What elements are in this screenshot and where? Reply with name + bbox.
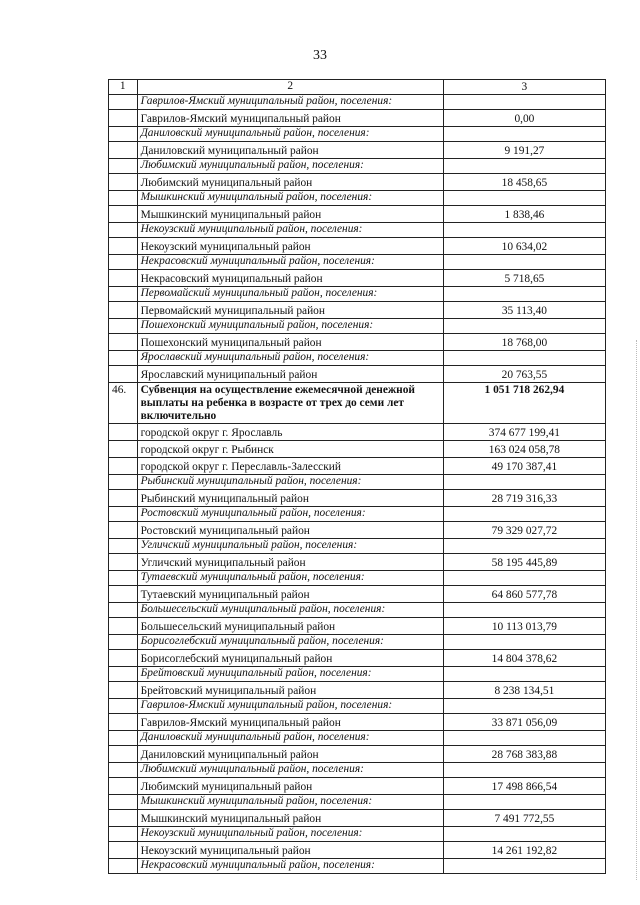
group-heading-row [109,507,606,522]
amount-cell: 64 860 577,78 [443,586,605,603]
group-heading-row [109,127,606,142]
amount-cell [443,223,605,238]
group-heading: Ростовский муниципальный район, поселения: [137,507,443,522]
amount-cell: 8 238 134,51 [443,682,605,699]
amount-cell [443,699,605,714]
subsidy-row [109,383,606,424]
group-heading: Некоузский муниципальный район, поселения: [137,223,443,238]
row-number [109,795,138,810]
amount-cell: 374 677 199,41 [443,424,605,441]
group-heading-row [109,603,606,618]
table-body [109,80,606,874]
group-heading-row [109,351,606,366]
amount-cell: 14 804 378,62 [443,650,605,667]
group-heading-row [109,827,606,842]
amount-cell: 28 719 316,33 [443,490,605,507]
amount-cell: 10 634,02 [443,238,605,255]
row-number [109,191,138,206]
table-row [109,458,606,475]
amount-cell [443,127,605,142]
amount-cell [443,507,605,522]
table-row [109,522,606,539]
recipient-name: Некрасовский муниципальный район [137,270,443,287]
row-number: 46. [109,383,138,424]
amount-cell: 0,00 [443,110,605,127]
group-heading-row [109,859,606,874]
group-heading: Ярославский муниципальный район, поселения: [137,351,443,366]
group-heading: Гаврилов-Ямский муниципальный район, поселения: [137,699,443,714]
row-number [109,174,138,191]
row-number [109,539,138,554]
row-number [109,302,138,319]
amount-cell: 35 113,40 [443,302,605,319]
table-row [109,746,606,763]
group-heading: Рыбинский муниципальный район, поселения: [137,475,443,490]
row-number [109,682,138,699]
table-row [109,618,606,635]
group-heading-row [109,255,606,270]
group-heading-row [109,287,606,302]
group-heading-row [109,223,606,238]
table-row [109,441,606,458]
amount-cell: 28 768 383,88 [443,746,605,763]
table-row [109,586,606,603]
group-heading: Любимский муниципальный район, поселения: [137,159,443,174]
group-heading: Угличский муниципальный район, поселения: [137,539,443,554]
group-heading: Даниловский муниципальный район, поселения: [137,731,443,746]
table-row [109,778,606,795]
recipient-name: Некоузский муниципальный район [137,238,443,255]
amount-cell: 18 768,00 [443,334,605,351]
row-number [109,586,138,603]
group-heading: Даниловский муниципальный район, поселения: [137,127,443,142]
row-number [109,490,138,507]
group-heading-row [109,539,606,554]
row-number [109,319,138,334]
amount-cell [443,159,605,174]
row-number [109,842,138,859]
amount-cell [443,191,605,206]
group-heading: Борисоглебский муниципальный район, поселения: [137,635,443,650]
header-col-3: 3 [443,80,605,95]
row-number [109,522,138,539]
group-heading: Некрасовский муниципальный район, поселения: [137,859,443,874]
row-number [109,859,138,874]
group-heading-row [109,635,606,650]
amount-cell: 79 329 027,72 [443,522,605,539]
amount-cell: 10 113 013,79 [443,618,605,635]
recipient-name: Любимский муниципальный район [137,778,443,795]
row-number [109,223,138,238]
group-heading-row [109,95,606,110]
table-header-row [109,80,606,95]
amount-cell [443,351,605,366]
table-row [109,650,606,667]
amount-cell [443,475,605,490]
recipient-name: Брейтовский муниципальный район [137,682,443,699]
amount-cell: 163 024 058,78 [443,441,605,458]
group-heading: Некоузский муниципальный район, поселения: [137,827,443,842]
amount-cell [443,539,605,554]
row-number [109,142,138,159]
group-heading: Пошехонский муниципальный район, поселения: [137,319,443,334]
recipient-name: Угличский муниципальный район [137,554,443,571]
header-col-1: 1 [109,80,138,95]
amount-cell: 18 458,65 [443,174,605,191]
row-number [109,571,138,586]
group-heading: Гаврилов-Ямский муниципальный район, поселения: [137,95,443,110]
row-number [109,554,138,571]
group-heading: Некрасовский муниципальный район, поселения: [137,255,443,270]
row-number [109,351,138,366]
row-number [109,763,138,778]
row-number [109,206,138,223]
row-number [109,667,138,682]
row-number [109,127,138,142]
group-heading-row [109,571,606,586]
recipient-name: городской округ г. Ярославль [137,424,443,441]
amount-cell: 1 838,46 [443,206,605,223]
row-number [109,238,138,255]
row-number [109,475,138,490]
amount-cell: 1 051 718 262,94 [443,383,605,424]
amount-cell [443,95,605,110]
row-number [109,255,138,270]
group-heading-row [109,763,606,778]
row-number [109,507,138,522]
table-row [109,238,606,255]
recipient-name: Борисоглебский муниципальный район [137,650,443,667]
amount-cell [443,795,605,810]
table-row [109,174,606,191]
group-heading-row [109,159,606,174]
recipient-name: Любимский муниципальный район [137,174,443,191]
row-number [109,424,138,441]
group-heading-row [109,319,606,334]
amount-cell [443,731,605,746]
row-number [109,827,138,842]
amount-cell: 7 491 772,55 [443,810,605,827]
amount-cell: 20 763,55 [443,366,605,383]
group-heading-row [109,475,606,490]
table-row [109,682,606,699]
recipient-name: Большесельский муниципальный район [137,618,443,635]
recipient-name: Ростовский муниципальный район [137,522,443,539]
table-row [109,334,606,351]
row-number [109,650,138,667]
row-number [109,95,138,110]
row-number [109,778,138,795]
table-row [109,302,606,319]
recipient-name: Первомайский муниципальный район [137,302,443,319]
amount-cell: 49 170 387,41 [443,458,605,475]
recipient-name: Рыбинский муниципальный район [137,490,443,507]
group-heading: Первомайский муниципальный район, поселения: [137,287,443,302]
amount-cell [443,319,605,334]
row-number [109,110,138,127]
group-heading-row [109,731,606,746]
row-number [109,159,138,174]
group-heading: Тутаевский муниципальный район, поселения: [137,571,443,586]
row-number [109,334,138,351]
recipient-name: Ярославский муниципальный район [137,366,443,383]
table-row [109,714,606,731]
row-number [109,458,138,475]
row-number [109,603,138,618]
table-row [109,554,606,571]
scan-margin-line [634,340,637,880]
table-row [109,424,606,441]
group-heading: Любимский муниципальный район, поселения: [137,763,443,778]
amount-cell: 14 261 192,82 [443,842,605,859]
table-row [109,366,606,383]
recipient-name: Гаврилов-Ямский муниципальный район [137,110,443,127]
amount-cell [443,667,605,682]
table-row [109,842,606,859]
group-heading: Большесельский муниципальный район, поселения: [137,603,443,618]
recipient-name: Даниловский муниципальный район [137,746,443,763]
row-number [109,270,138,287]
amount-cell [443,255,605,270]
row-number [109,746,138,763]
row-number [109,441,138,458]
recipient-name: Мышкинский муниципальный район [137,810,443,827]
amount-cell [443,287,605,302]
group-heading: Мышкинский муниципальный район, поселения: [137,191,443,206]
row-number [109,810,138,827]
row-number [109,618,138,635]
row-number [109,714,138,731]
row-number [109,635,138,650]
recipient-name: городской округ г. Переславль-Залесский [137,458,443,475]
table-row [109,490,606,507]
table-row [109,810,606,827]
recipient-name: Субвенция на осуществление ежемесячной денежной выплаты на ребенка в возрасте от трех до семи лет включительно [137,383,443,424]
amount-cell [443,603,605,618]
amount-cell [443,571,605,586]
group-heading-row [109,699,606,714]
amount-cell: 9 191,27 [443,142,605,159]
row-number [109,699,138,714]
group-heading-row [109,667,606,682]
amount-cell: 58 195 445,89 [443,554,605,571]
header-col-2: 2 [137,80,443,95]
table-row [109,142,606,159]
row-number [109,366,138,383]
page-number: 33 [313,48,327,63]
group-heading-row [109,191,606,206]
recipient-name: Пошехонский муниципальный район [137,334,443,351]
amount-cell [443,827,605,842]
amount-cell [443,859,605,874]
amount-cell: 5 718,65 [443,270,605,287]
group-heading: Мышкинский муниципальный район, поселения: [137,795,443,810]
row-number [109,731,138,746]
recipient-name: Гаврилов-Ямский муниципальный район [137,714,443,731]
recipient-name: Мышкинский муниципальный район [137,206,443,223]
subsidy-table [108,79,606,874]
amount-cell [443,763,605,778]
row-number [109,287,138,302]
table-row [109,206,606,223]
amount-cell: 33 871 056,09 [443,714,605,731]
amount-cell [443,635,605,650]
recipient-name: городской округ г. Рыбинск [137,441,443,458]
amount-cell: 17 498 866,54 [443,778,605,795]
table-row [109,270,606,287]
recipient-name: Даниловский муниципальный район [137,142,443,159]
group-heading-row [109,795,606,810]
recipient-name: Тутаевский муниципальный район [137,586,443,603]
recipient-name: Некоузский муниципальный район [137,842,443,859]
group-heading: Брейтовский муниципальный район, поселения: [137,667,443,682]
table-row [109,110,606,127]
